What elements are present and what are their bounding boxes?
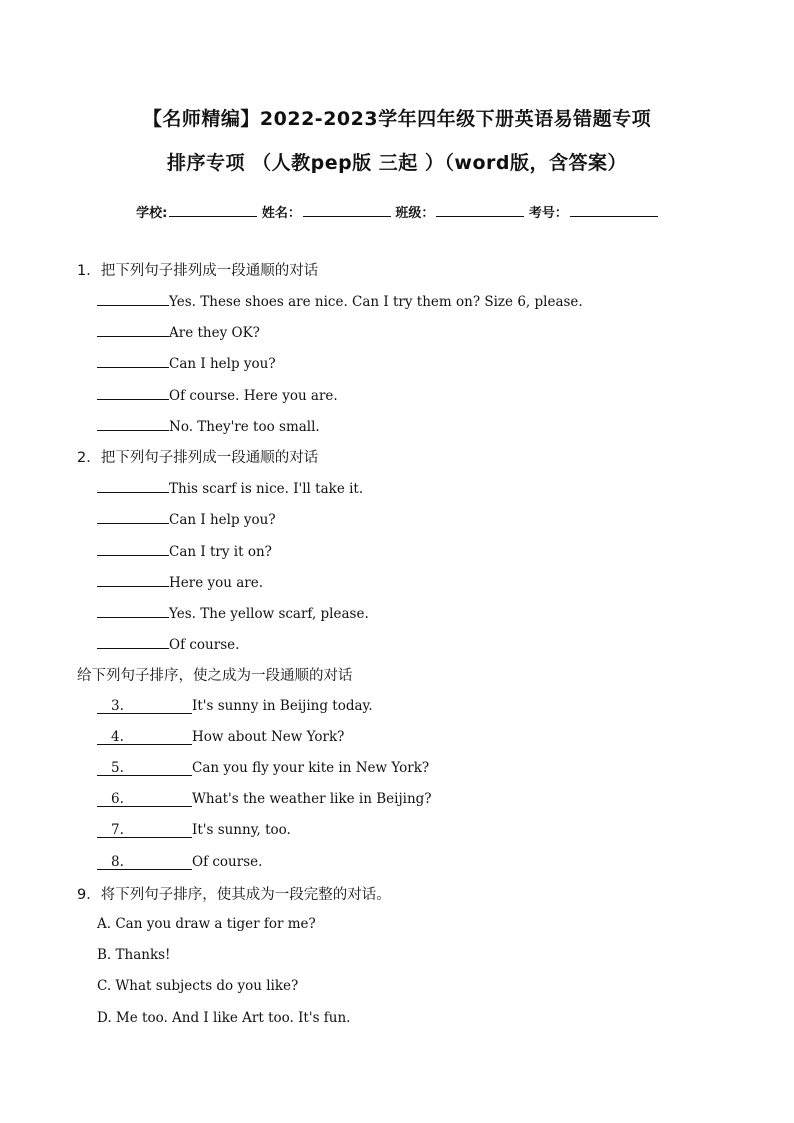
answer-blank[interactable]: [97, 635, 169, 649]
name-field[interactable]: [303, 204, 391, 217]
q9-option-b: B. Thanks!: [97, 947, 171, 963]
q1-line-text: Yes. These shoes are nice. Can I try them on? Size 6, please.: [169, 294, 583, 310]
q3-line: [97, 698, 373, 714]
q1-line: [97, 354, 276, 372]
question-3-8-prompt: 给下列句子排序，使之成为一段通顺的对话: [77, 668, 353, 684]
answer-blank[interactable]: [97, 573, 169, 587]
q9-option-a: A. Can you draw a tiger for me?: [97, 916, 316, 932]
q2-line: [97, 635, 239, 653]
answer-blank[interactable]: [97, 323, 169, 337]
answer-blank[interactable]: [97, 510, 169, 524]
question-1-prompt: 1．把下列句子排列成一段通顺的对话: [77, 263, 319, 279]
q1-line-text: Of course. Here you are.: [169, 388, 338, 404]
school-label: 学校:: [136, 206, 168, 221]
q3-line-text: It's sunny, too.: [192, 822, 291, 838]
class-label: 班级：: [395, 206, 435, 221]
q3-line: [97, 854, 262, 870]
q1-line: [97, 417, 320, 435]
answer-blank[interactable]: [97, 542, 169, 556]
question-2-prompt: 2．把下列句子排列成一段通顺的对话: [77, 450, 319, 466]
answer-blank[interactable]: [97, 479, 169, 493]
q2-line: [97, 510, 276, 528]
q3-line-text: What's the weather like in Beijing?: [192, 791, 432, 807]
q3-line: [97, 729, 344, 745]
question-9-prompt: 9．将下列句子排序，使其成为一段完整的对话。: [77, 887, 391, 903]
q1-line-text: Are they OK?: [169, 325, 260, 341]
q2-line-text: Yes. The yellow scarf, please.: [169, 606, 369, 622]
q1-line: [97, 323, 260, 341]
q2-line: [97, 479, 363, 497]
q3-line-text: It's sunny in Beijing today.: [192, 698, 373, 714]
document-title-line1: 【名师精编】2022-2023学年四年级下册英语易错题专项: [142, 108, 652, 130]
q2-line: [97, 604, 369, 622]
q2-line: [97, 573, 263, 591]
q3-line-text: Of course.: [192, 854, 263, 870]
q2-line-text: Can I try it on?: [169, 544, 272, 560]
q3-line-text: Can you fly your kite in New York?: [192, 760, 430, 776]
number-field[interactable]: [570, 204, 658, 217]
q9-option-d: D. Me too. And I like Art too. It's fun.: [97, 1010, 351, 1026]
answer-blank[interactable]: [97, 386, 169, 400]
q2-line: [97, 542, 272, 560]
numbered-blank[interactable]: 7.: [97, 823, 192, 838]
q2-line-text: This scarf is nice. I'll take it.: [169, 481, 364, 497]
name-label: 姓名：: [261, 206, 301, 221]
q9-option-c: C. What subjects do you like?: [97, 978, 299, 994]
answer-blank[interactable]: [97, 354, 169, 368]
q1-line-text: Can I help you?: [169, 356, 276, 372]
numbered-blank[interactable]: 8.: [97, 855, 192, 870]
numbered-blank[interactable]: 5.: [97, 761, 192, 776]
numbered-blank[interactable]: 6.: [97, 792, 192, 807]
q2-line-text: Here you are.: [169, 575, 264, 591]
numbered-blank[interactable]: 4.: [97, 730, 192, 745]
q3-line: [97, 760, 429, 776]
q3-line-text: How about New York?: [192, 729, 345, 745]
student-info-row: [0, 202, 794, 221]
class-field[interactable]: [436, 204, 524, 217]
answer-blank[interactable]: [97, 292, 169, 306]
q1-line-text: No. They're too small.: [169, 419, 320, 435]
answer-blank[interactable]: [97, 417, 169, 431]
answer-blank[interactable]: [97, 604, 169, 618]
q3-line: [97, 822, 291, 838]
q3-line: [97, 791, 432, 807]
numbered-blank[interactable]: 3.: [97, 699, 192, 714]
number-label: 考号：: [528, 206, 568, 221]
q1-line: [97, 386, 338, 404]
document-title-line2: 排序专项 （人教pep版 三起 ）（word版，含答案）: [166, 152, 627, 174]
q1-line: [97, 292, 583, 310]
q2-line-text: Of course.: [169, 637, 240, 653]
q2-line-text: Can I help you?: [169, 512, 276, 528]
school-field[interactable]: [169, 204, 257, 217]
